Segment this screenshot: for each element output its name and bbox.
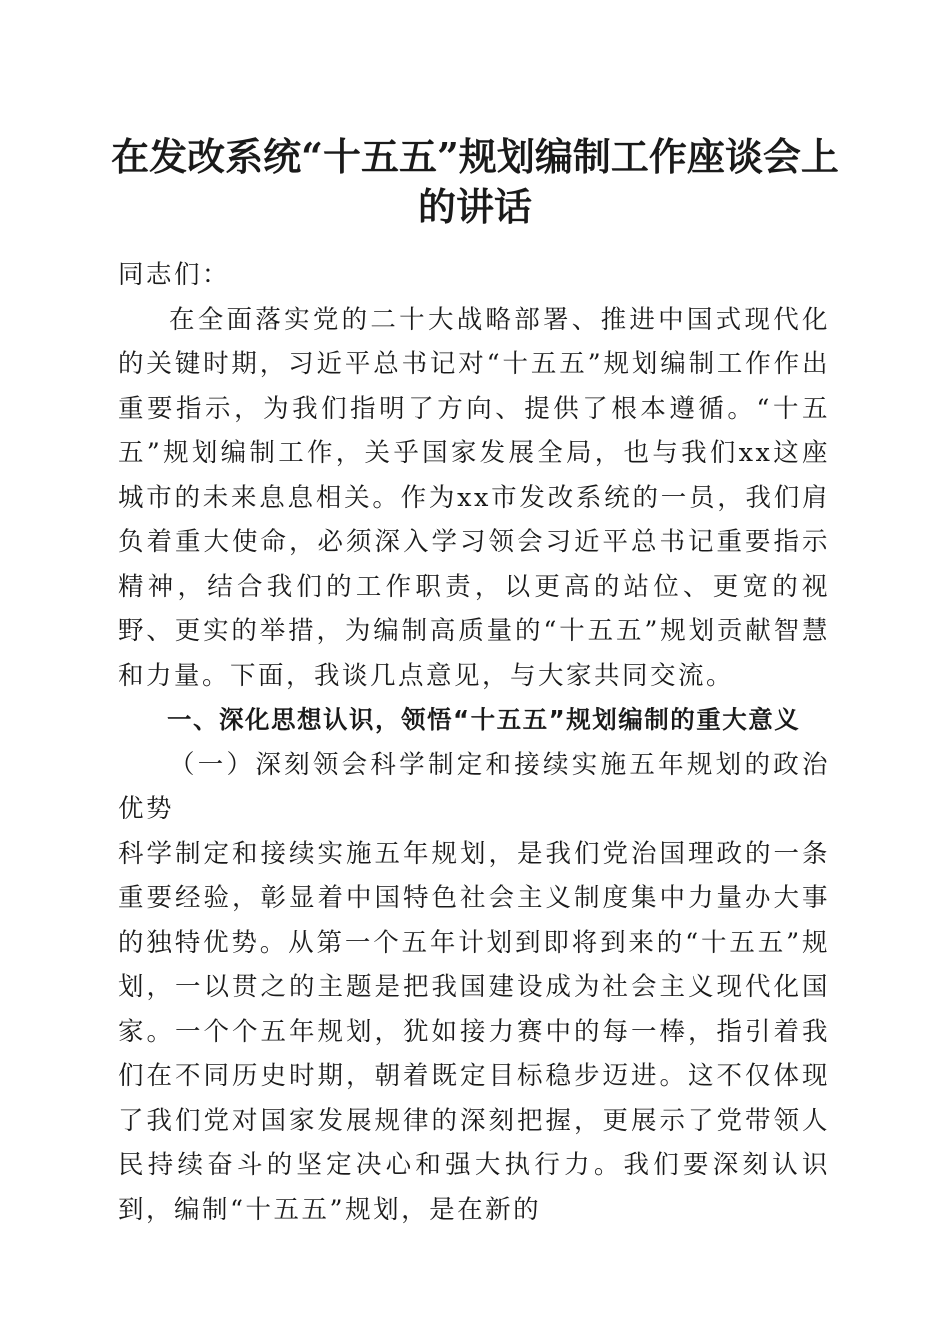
title-line-2: 的讲话 [417,184,532,229]
section-heading: 一、深化思想认识，领悟“十五五”规划编制的重大意义 [167,705,801,734]
salutation: 同志们： [118,260,231,290]
document-body [118,253,830,1232]
subsection-heading: （一）深刻领会科学制定和接续实施五年规划的政治优势 [118,749,830,824]
document-title [110,132,840,232]
title-line-1: 在发改系统“十五五”规划编制工作座谈会上 [111,134,839,179]
subsection-paragraph: 科学制定和接续实施五年规划，是我们党治国理政的一条重要经验，彰显着中国特色社会主义制度集中力量办大事的独特优势。从第一个五年计划到即将到来的“十五五”规划，一以贯之的主题是把我国建设成为社会主义现代化国家。一个个五年规划，犹如接力赛中的每一棒，指引着我们在不同历史时期，朝着既定目标稳步迈进。这不仅体现了我们党对国家发展规律的深刻把握，更展示了党带领人民持续奋斗的坚定决心和强大执行力。我们要深刻认识到，编制“十五五”规划，是在新的 [118,838,830,1225]
intro-paragraph: 在全面落实党的二十大战略部署、推进中国式现代化的关键时期，习近平总书记对“十五五”规划编制工作作出重要指示，为我们指明了方向、提供了根本遵循。“十五五”规划编制工作，关乎国家发展全局，也与我们xx这座城市的未来息息相关。作为xx市发改系统的一员，我们肩负着重大使命，必须深入学习领会习近平总书记重要指示精神，结合我们的工作职责，以更高的站位、更宽的视野、更实的举措，为编制高质量的“十五五”规划贡献智慧和力量。下面，我谈几点意见，与大家共同交流。 [118,304,830,691]
